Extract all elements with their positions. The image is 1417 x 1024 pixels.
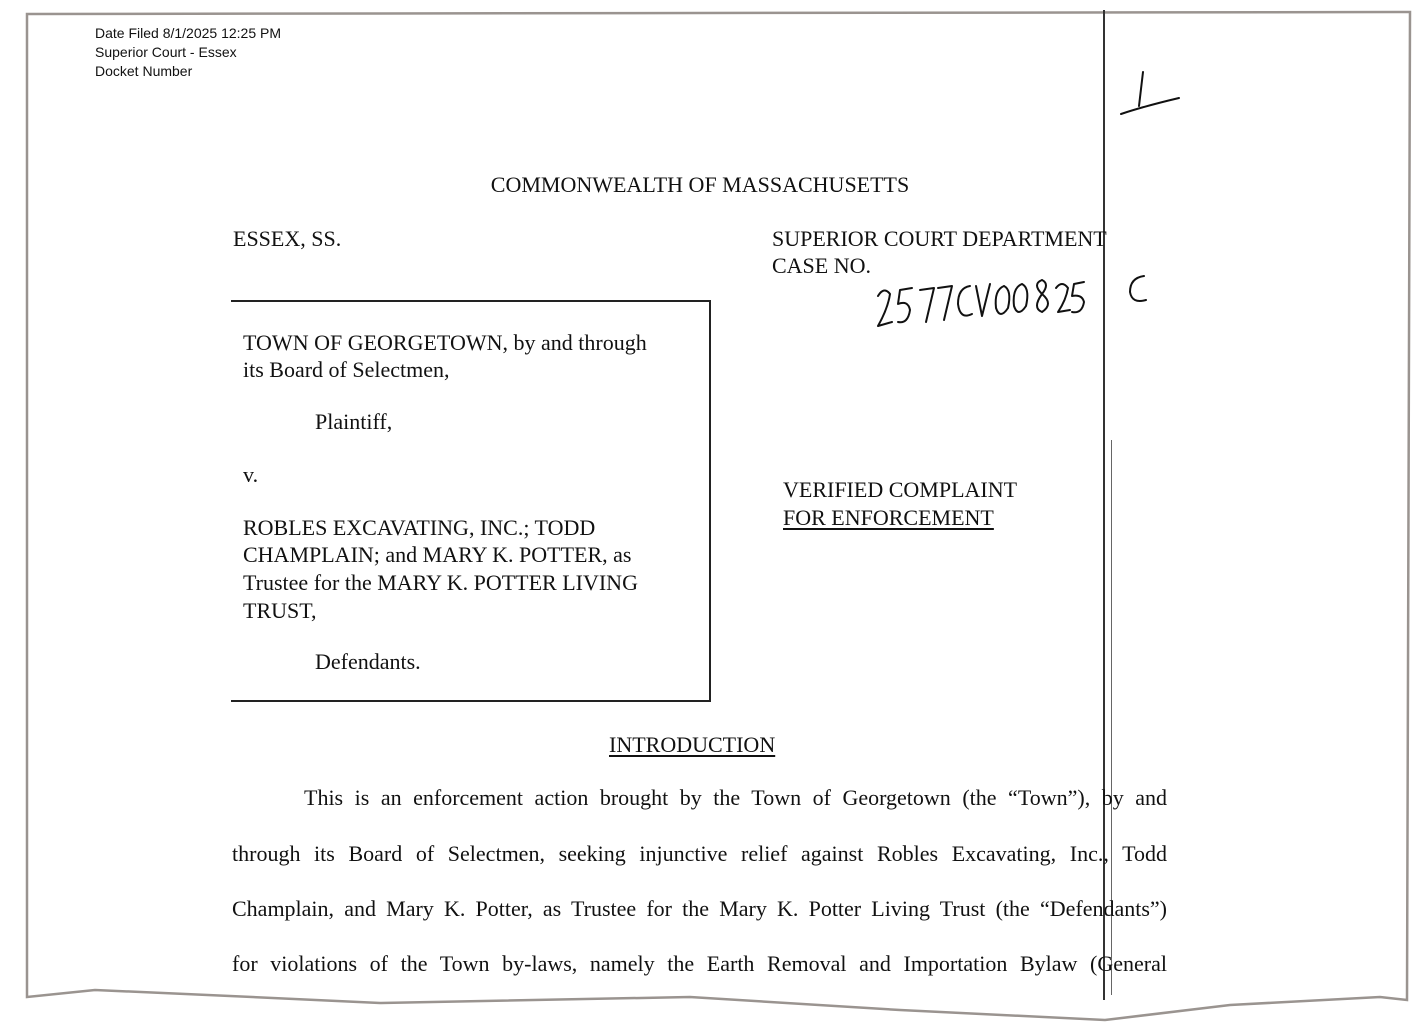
- defendants-line3: Trustee for the MARY K. POTTER LIVING: [243, 570, 638, 595]
- docket-number-label: Docket Number: [95, 63, 193, 79]
- case-number-label: CASE NO.: [772, 253, 872, 278]
- county-label: ESSEX, SS.: [233, 226, 342, 251]
- plaintiff-role: Plaintiff,: [315, 409, 393, 434]
- handwritten-page-mark: [1115, 68, 1185, 123]
- filing-court: Superior Court - Essex: [95, 44, 237, 60]
- filing-stamp: [95, 24, 281, 81]
- handwritten-case-number: [872, 268, 1162, 336]
- filing-date: Date Filed 8/1/2025 12:25 PM: [95, 25, 282, 41]
- versus-label: v.: [243, 462, 259, 487]
- plaintiff-name-line1: TOWN OF GEORGETOWN, by and through: [243, 330, 647, 355]
- body-line-4: for violations of the Town by-laws, namely the Earth Removal and Importation Bylaw (General: [232, 951, 1167, 976]
- body-line-3: Champlain, and Mary K. Potter, as Trustee for the Mary K. Potter Living Trust (the “Defendants”): [232, 896, 1167, 921]
- court-department: SUPERIOR COURT DEPARTMENT: [772, 226, 1107, 251]
- body-line-1: This is an enforcement action brought by the Town of Georgetown (the “Town”), by and: [304, 785, 1167, 810]
- defendants-role: Defendants.: [315, 649, 421, 674]
- plaintiff-name-line2: its Board of Selectmen,: [243, 357, 450, 382]
- document-title-line1: VERIFIED COMPLAINT: [783, 477, 1018, 502]
- defendants-line2: CHAMPLAIN; and MARY K. POTTER, as: [243, 542, 632, 567]
- document-title-line2: FOR ENFORCEMENT: [783, 505, 994, 530]
- section-heading-introduction: INTRODUCTION: [609, 732, 776, 757]
- body-line-2: through its Board of Selectmen, seeking injunctive relief against Robles Excavating, Inc., Todd: [232, 841, 1167, 866]
- defendants-line1: ROBLES EXCAVATING, INC.; TODD: [243, 515, 596, 540]
- defendants-line4: TRUST,: [243, 598, 317, 623]
- commonwealth-heading: COMMONWEALTH OF MASSACHUSETTS: [490, 172, 910, 197]
